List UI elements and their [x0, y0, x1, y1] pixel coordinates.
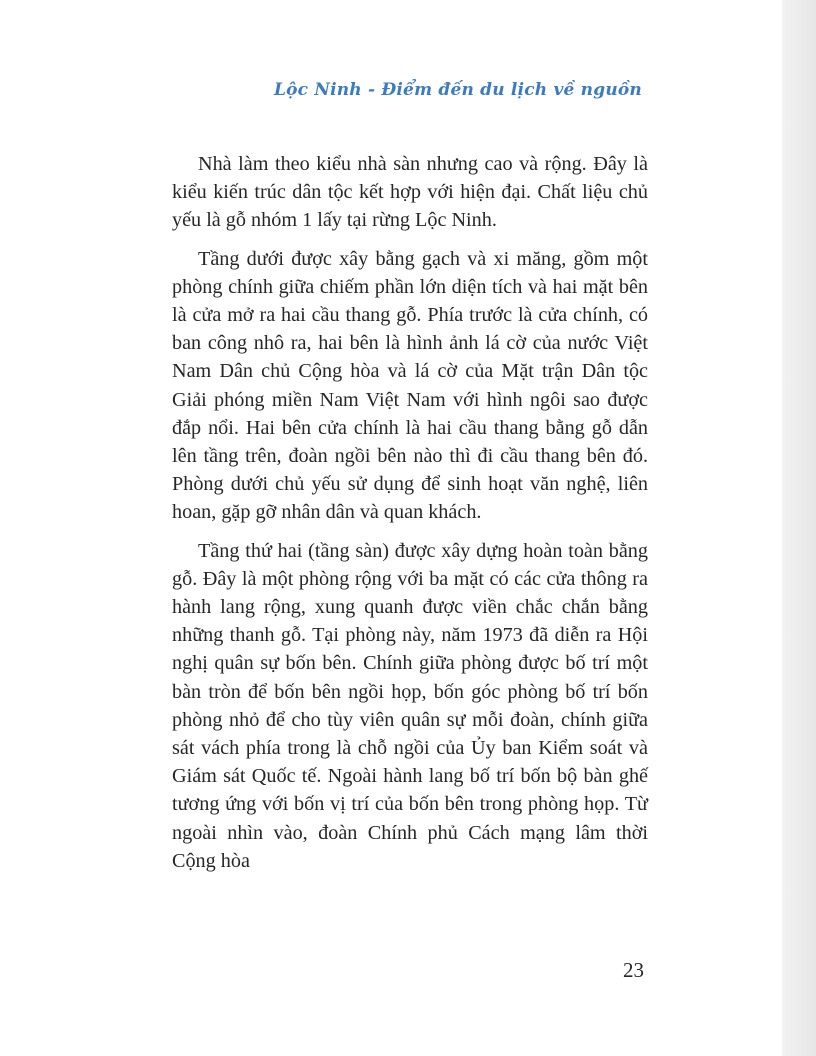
page-edge-shadow — [782, 0, 816, 1056]
paragraph-1: Nhà làm theo kiểu nhà sàn nhưng cao và rộng. Đây là kiểu kiến trúc dân tộc kết hợp với hiện đại. Chất liệu chủ yếu là gỗ nhóm 1 lấy tại rừng Lộc Ninh. — [172, 153, 648, 232]
paragraph-2: Tầng dưới được xây bằng gạch và xi măng, gồm một phòng chính giữa chiếm phần lớn diện tích và hai mặt bên là cửa mở ra hai cầu thang gỗ. Phía trước là cửa chính, có ban công nhô ra, hai bên là hình ảnh lá cờ của nước Việt Nam Dân chủ Cộng hòa và lá cờ của Mặt trận Dân tộc Giải phóng miền Nam Việt Nam với hình ngôi sao được đắp nổi. Hai bên cửa chính là hai cầu thang bằng gỗ dẫn lên tầng trên, đoàn ngồi bên nào thì đi cầu thang bên đó. Phòng dưới chủ yếu sử dụng để sinh hoạt văn nghệ, liên hoan, gặp gỡ nhân dân và quan khách. — [172, 247, 648, 524]
running-header-title: Lộc Ninh - Điểm đến du lịch về nguồn — [273, 80, 642, 100]
paragraph-3: Tầng thứ hai (tầng sàn) được xây dựng hoàn toàn bằng gỗ. Đây là một phòng rộng với ba mặt có các cửa thông ra hành lang rộng, xung quanh được viền chắc chắn bằng những thanh gỗ. Tại phòng này, năm 1973 đã diễn ra Hội nghị quân sự bốn bên. Chính giữa phòng được bố trí một bàn tròn để bốn bên ngồi họp, bốn góc phòng bố trí bốn phòng nhỏ để cho tùy viên quân sự mỗi đoàn, chính giữa sát vách phía trong là chỗ ngồi của Ủy ban Kiểm soát và Giám sát Quốc tế. Ngoài hành lang bố trí bốn bộ bàn ghế tương ứng với bốn vị trí của bốn bên trong phòng họp. Từ ngoài nhìn vào, đoàn Chính phủ Cách mạng lâm thời Cộng hòa — [172, 539, 648, 872]
page-number: 23 — [623, 958, 644, 982]
body-text — [172, 150, 648, 885]
